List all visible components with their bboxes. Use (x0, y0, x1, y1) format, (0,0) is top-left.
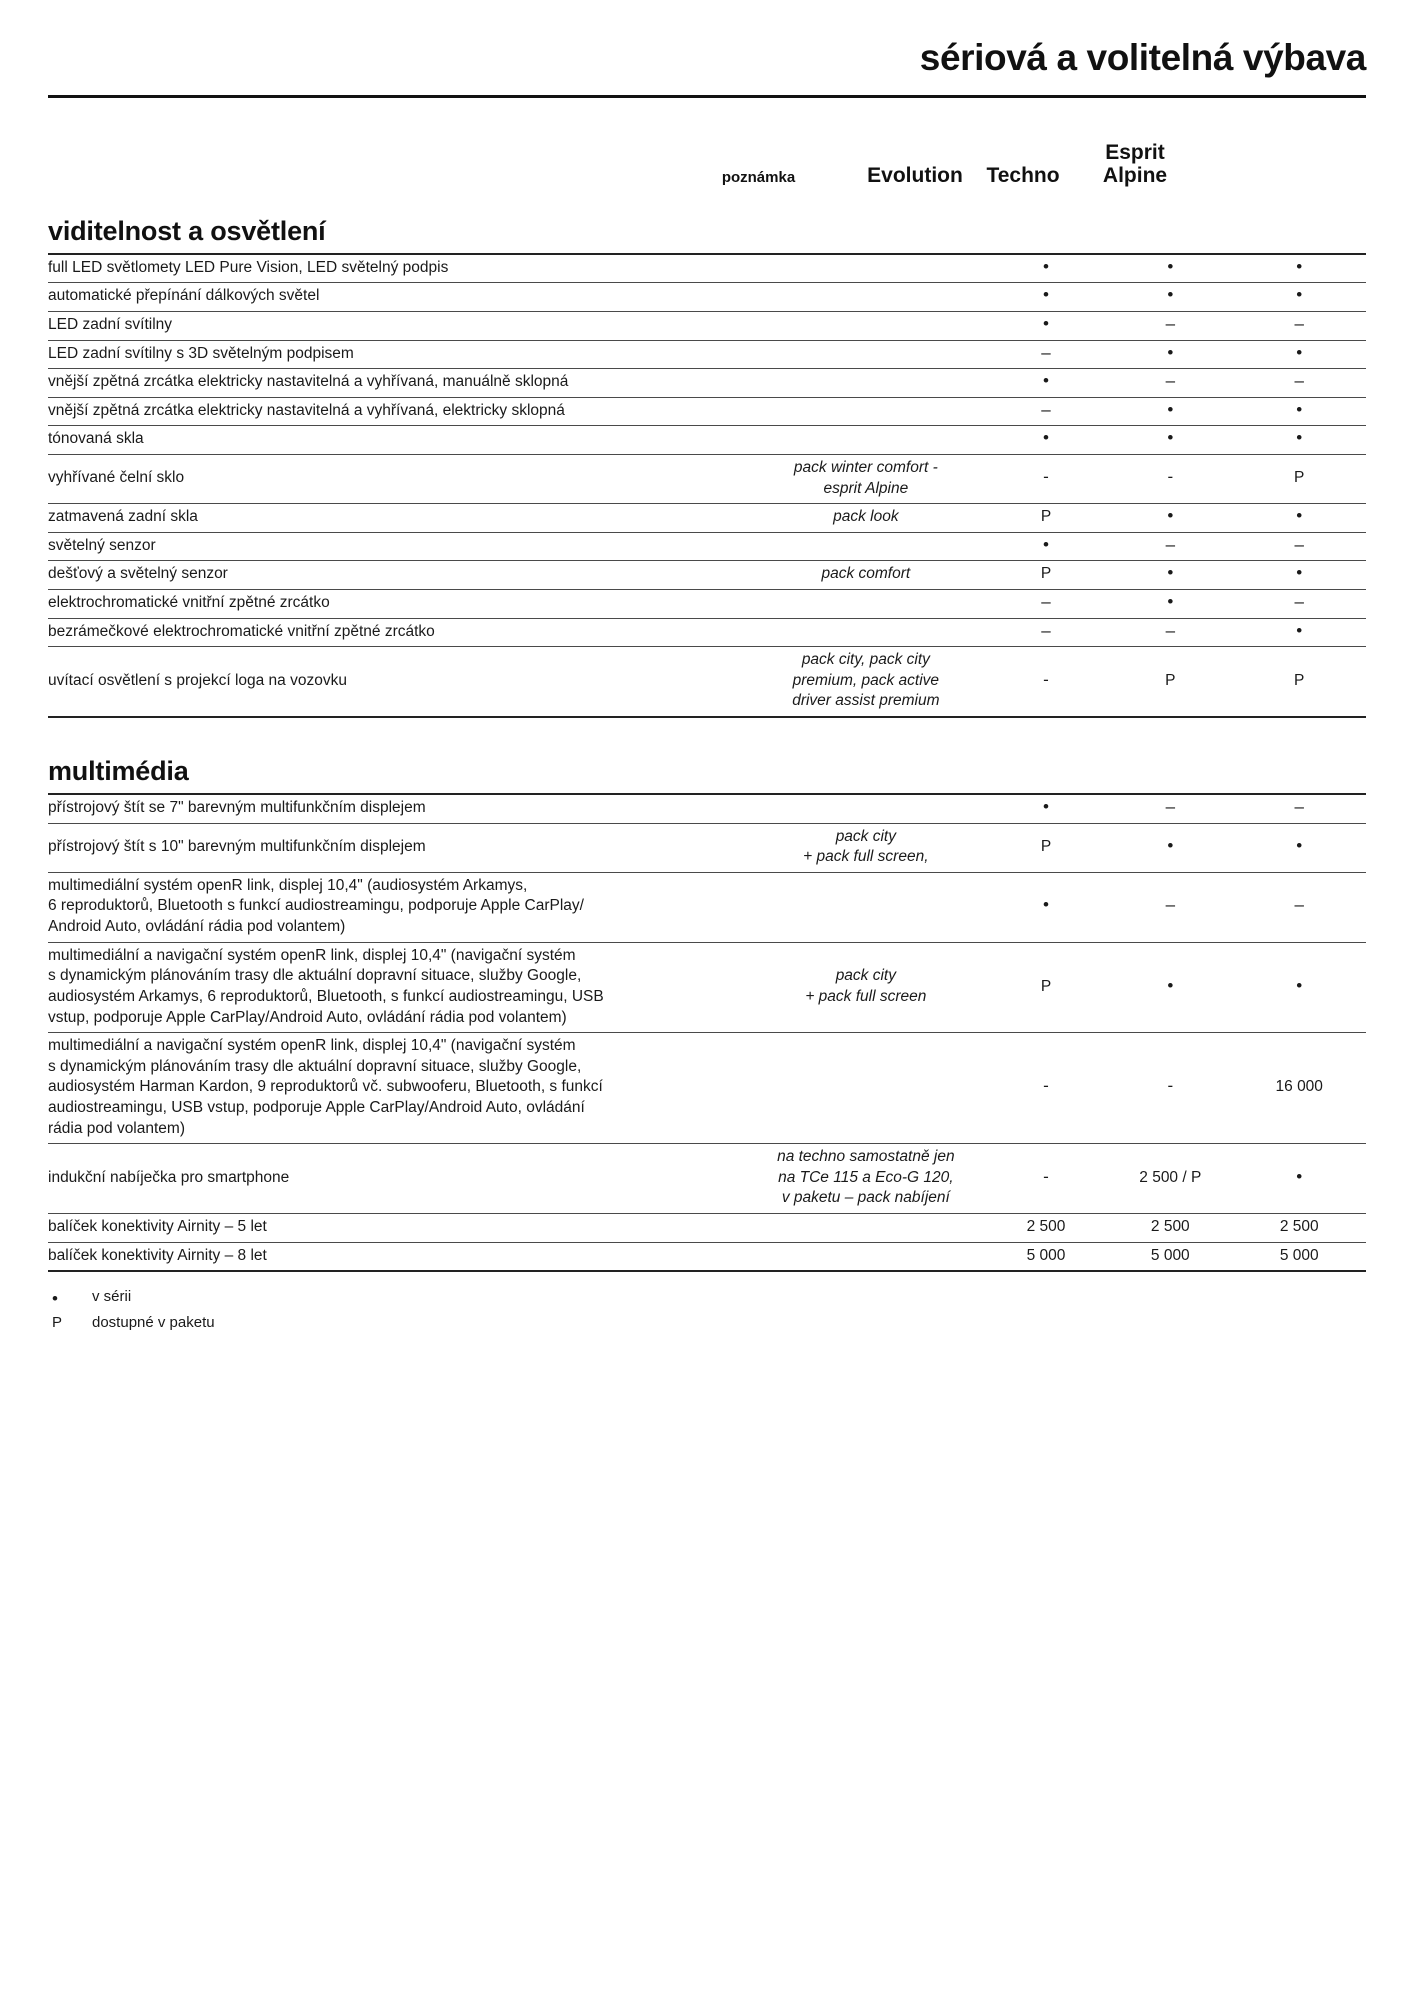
value-evolution (984, 397, 1108, 426)
feature-label: multimediální systém openR link, displej 10,4" (audiosystém Arkamys, 6 reproduktorů, Bluetooth s funkcí audiostreamingu, podporuje Apple CarPlay/ Android Auto, ovládání rádia pod volantem) (48, 876, 584, 936)
column-header-evolution: Evolution (867, 164, 963, 188)
value-text: • (1043, 285, 1049, 305)
value-evolution (984, 618, 1108, 647)
legend-text: v sérii (92, 1288, 132, 1306)
value-text: 2 500 (1150, 1218, 1190, 1236)
value-esprit-alpine (1232, 794, 1366, 823)
feature-label: LED zadní svítilny (48, 315, 173, 333)
value-text: 5 000 (1150, 1246, 1190, 1264)
value-text: - (1167, 1076, 1174, 1096)
value-text: • (1296, 563, 1303, 583)
spec-table (48, 253, 1366, 718)
value-esprit-alpine (1232, 311, 1366, 340)
feature-label: vnější zpětná zrcátka elektricky nastavitelná a vyhřívaná, manuálně sklopná (48, 373, 569, 391)
value-text: – (1041, 342, 1051, 362)
legend-symbol: P (52, 1313, 63, 1331)
value-esprit-alpine (1232, 1214, 1366, 1243)
feature-note (748, 1242, 984, 1271)
value-evolution (984, 1144, 1108, 1214)
value-esprit-alpine (1232, 872, 1366, 942)
feature-note (748, 590, 984, 619)
table-row (48, 340, 1366, 369)
table-row (48, 872, 1366, 942)
title-divider (48, 95, 1366, 98)
legend (48, 1286, 1366, 1334)
value-evolution (984, 254, 1108, 283)
value-text: - (1043, 669, 1049, 689)
table-row (48, 311, 1366, 340)
table-row (48, 561, 1366, 590)
value-text: – (1165, 371, 1176, 391)
column-header-techno: Techno (986, 164, 1060, 188)
value-evolution (984, 532, 1108, 561)
value-esprit-alpine (1232, 1033, 1366, 1144)
value-text: – (1294, 313, 1304, 333)
value-text: • (1043, 371, 1049, 391)
value-text: 5 000 (1279, 1246, 1319, 1264)
value-techno (1108, 1242, 1232, 1271)
value-evolution (984, 942, 1108, 1032)
value-techno (1108, 1033, 1232, 1144)
value-text: – (1041, 592, 1051, 611)
value-evolution (984, 647, 1108, 717)
value-text: 5 000 (1026, 1246, 1066, 1264)
feature-note (748, 872, 984, 942)
legend-item (48, 1312, 1366, 1335)
feature-label: balíček konektivity Airnity – 5 let (48, 1218, 267, 1236)
value-text: • (1296, 428, 1303, 448)
value-esprit-alpine (1232, 1144, 1366, 1214)
feature-label: vnější zpětná zrcátka elektricky nastavitelná a vyhřívaná, elektricky sklopná (48, 401, 565, 419)
value-text: P (1165, 671, 1176, 689)
value-text: – (1165, 620, 1176, 640)
value-techno (1108, 426, 1232, 455)
value-esprit-alpine (1232, 454, 1366, 503)
value-esprit-alpine (1232, 254, 1366, 283)
value-text: 2 500 (1026, 1218, 1066, 1236)
feature-note (748, 1214, 984, 1243)
value-evolution (984, 794, 1108, 823)
table-row (48, 794, 1366, 823)
value-text: P (1294, 469, 1305, 487)
feature-note: pack city, pack city premium, pack active driver assist premium (792, 651, 940, 710)
table-row (48, 618, 1366, 647)
value-text: – (1165, 534, 1176, 554)
table-row (48, 369, 1366, 398)
feature-label: full LED světlomety LED Pure Vision, LED světelný podpis (48, 258, 449, 276)
feature-label: automatické přepínání dálkových světel (48, 287, 320, 305)
sections-container (48, 216, 1366, 1273)
value-techno (1108, 1144, 1232, 1214)
value-text: – (1041, 399, 1051, 419)
value-text: • (1296, 399, 1303, 419)
table-row (48, 532, 1366, 561)
value-evolution (984, 823, 1108, 872)
table-row (48, 590, 1366, 619)
value-esprit-alpine (1232, 504, 1366, 533)
column-header-note: poznámka (721, 168, 796, 186)
value-techno (1108, 794, 1232, 823)
value-text: • (1167, 975, 1174, 995)
value-text: – (1294, 534, 1304, 554)
value-esprit-alpine (1232, 397, 1366, 426)
legend-symbol: • (52, 1289, 58, 1309)
feature-label: světelný senzor (48, 536, 156, 554)
feature-note: pack winter comfort - esprit Alpine (793, 458, 938, 497)
value-text: P (1040, 977, 1052, 995)
value-techno (1108, 454, 1232, 503)
value-evolution (984, 340, 1108, 369)
feature-note: pack look (833, 508, 899, 526)
feature-note (748, 794, 984, 823)
value-text: • (1167, 563, 1174, 583)
value-esprit-alpine (1232, 618, 1366, 647)
value-text: – (1165, 797, 1176, 817)
feature-label: zatmavená zadní skla (48, 508, 198, 526)
feature-label: balíček konektivity Airnity – 8 let (48, 1246, 267, 1264)
table-row (48, 426, 1366, 455)
value-techno (1108, 254, 1232, 283)
table-row (48, 823, 1366, 872)
value-evolution (984, 369, 1108, 398)
table-row (48, 504, 1366, 533)
feature-label: přístrojový štít se 7" barevným multifunkčním displejem (48, 799, 426, 817)
legend-text: dostupné v paketu (92, 1313, 215, 1331)
section-title: viditelnost a osvětlení (48, 215, 326, 246)
value-text: • (1167, 592, 1174, 611)
value-text: • (1167, 428, 1174, 448)
value-text: • (1296, 1166, 1303, 1186)
feature-note: na techno samostatně jen na TCe 115 a Eco-G 120, v paketu – pack nabíjení (777, 1148, 955, 1207)
value-text: - (1167, 467, 1174, 487)
value-evolution (984, 426, 1108, 455)
value-text: • (1167, 256, 1174, 276)
table-row (48, 454, 1366, 503)
table-row (48, 647, 1366, 717)
feature-label: dešťový a světelný senzor (48, 565, 228, 583)
value-text: • (1167, 399, 1174, 419)
table-row (48, 254, 1366, 283)
value-text: • (1043, 256, 1049, 276)
value-esprit-alpine (1232, 823, 1366, 872)
value-evolution (984, 1033, 1108, 1144)
value-text: - (1043, 467, 1049, 487)
value-evolution (984, 311, 1108, 340)
value-techno (1108, 872, 1232, 942)
spec-table (48, 793, 1366, 1272)
feature-label: indukční nabíječka pro smartphone (48, 1168, 290, 1186)
feature-note (748, 311, 984, 340)
page-title: sériová a volitelná výbava (919, 37, 1366, 78)
value-text: • (1296, 835, 1303, 855)
feature-label: elektrochromatické vnitřní zpětné zrcátko (48, 594, 330, 611)
value-text: 16 000 (1275, 1078, 1323, 1096)
value-techno (1108, 369, 1232, 398)
legend-item (48, 1286, 1366, 1312)
feature-note (748, 254, 984, 283)
feature-note (748, 283, 984, 312)
value-text: • (1296, 342, 1303, 362)
value-text: • (1043, 428, 1049, 448)
value-text: – (1165, 313, 1176, 333)
value-text: P (1040, 565, 1052, 583)
table-row (48, 942, 1366, 1032)
feature-note (748, 369, 984, 398)
value-text: • (1296, 506, 1303, 526)
value-text: • (1167, 285, 1174, 305)
feature-label: uvítací osvětlení s projekcí loga na vozovku (48, 671, 347, 689)
feature-note (748, 397, 984, 426)
feature-label: přístrojový štít s 10" barevným multifunkčním displejem (48, 837, 426, 855)
value-esprit-alpine (1232, 532, 1366, 561)
value-text: • (1167, 506, 1174, 526)
section-title: multimédia (48, 756, 189, 787)
value-text: • (1296, 256, 1303, 276)
value-text: – (1041, 620, 1051, 640)
table-row (48, 283, 1366, 312)
value-evolution (984, 1214, 1108, 1243)
value-text: – (1165, 895, 1176, 915)
value-text: – (1294, 592, 1304, 611)
value-text: – (1294, 895, 1304, 915)
value-techno (1108, 561, 1232, 590)
table-row (48, 1214, 1366, 1243)
feature-label: multimediální a navigační systém openR link, displej 10,4" (navigační systém s dynamickým plánováním trasy dle aktuální dopravní situace, služby Google, audiosystém Arkamys, 6 reproduktorů, Bluetooth, s funkcí audiostreamingu, USB vstup, podporuje Apple CarPlay/Android Auto, ovládání rádia pod volantem) (48, 946, 604, 1026)
value-evolution (984, 283, 1108, 312)
column-header-esprit-alpine (1077, 141, 1193, 190)
value-esprit-alpine (1232, 590, 1366, 619)
feature-note (748, 426, 984, 455)
value-techno (1108, 942, 1232, 1032)
value-text: • (1167, 835, 1174, 855)
value-techno (1108, 532, 1232, 561)
feature-note (748, 1033, 984, 1144)
value-esprit-alpine (1232, 426, 1366, 455)
value-esprit-alpine (1232, 283, 1366, 312)
column-header-esprit-alpine-line2: Alpine (1102, 164, 1168, 188)
value-text: • (1296, 285, 1303, 305)
feature-note: pack comfort (821, 565, 911, 583)
value-text: • (1043, 797, 1049, 817)
value-text: P (1294, 671, 1305, 689)
value-techno (1108, 590, 1232, 619)
value-evolution (984, 1242, 1108, 1271)
table-column-header (48, 112, 1366, 190)
value-techno (1108, 283, 1232, 312)
feature-note (748, 532, 984, 561)
feature-note (748, 618, 984, 647)
value-evolution (984, 590, 1108, 619)
value-evolution (984, 504, 1108, 533)
value-evolution (984, 872, 1108, 942)
feature-label: bezrámečkové elektrochromatické vnitřní zpětné zrcátko (48, 622, 435, 640)
value-text: – (1294, 797, 1304, 817)
value-esprit-alpine (1232, 1242, 1366, 1271)
value-text: 2 500 / P (1139, 1168, 1202, 1186)
value-text: • (1043, 534, 1049, 554)
table-row (48, 1242, 1366, 1271)
feature-note: pack city + pack full screen (805, 967, 927, 1005)
value-techno (1108, 1214, 1232, 1243)
value-esprit-alpine (1232, 369, 1366, 398)
table-row (48, 1033, 1366, 1144)
value-text: • (1296, 620, 1303, 640)
table-row (48, 397, 1366, 426)
value-text: - (1043, 1076, 1049, 1096)
value-text: - (1043, 1166, 1049, 1186)
feature-note (748, 340, 984, 369)
feature-label: vyhřívané čelní sklo (48, 469, 185, 487)
value-techno (1108, 504, 1232, 533)
value-evolution (984, 454, 1108, 503)
value-text: • (1043, 313, 1049, 333)
value-techno (1108, 397, 1232, 426)
value-techno (1108, 823, 1232, 872)
feature-note: pack city + pack full screen, (803, 827, 929, 866)
value-esprit-alpine (1232, 340, 1366, 369)
feature-label: LED zadní svítilny s 3D světelným podpisem (48, 344, 354, 362)
value-esprit-alpine (1232, 561, 1366, 590)
value-text: P (1040, 837, 1052, 855)
value-text: • (1167, 342, 1174, 362)
value-techno (1108, 647, 1232, 717)
value-evolution (984, 561, 1108, 590)
value-techno (1108, 311, 1232, 340)
value-text: • (1043, 895, 1049, 915)
table-row (48, 1144, 1366, 1214)
value-esprit-alpine (1232, 647, 1366, 717)
column-header-esprit-alpine-line1: Esprit (1105, 140, 1165, 164)
value-text: 2 500 (1279, 1218, 1319, 1236)
feature-label: multimediální a navigační systém openR link, displej 10,4" (navigační systém s dynamickým plánováním trasy dle aktuální dopravní situace, služby Google, audiosystém Harman Kardon, 9 reproduktorů vč. subwooferu, Bluetooth, s funkcí audiostreamingu, USB vstup, podporuje Apple CarPlay/Android Auto, ovládání rádia pod volantem) (48, 1037, 603, 1137)
feature-label: tónovaná skla (48, 430, 144, 448)
value-text: P (1040, 508, 1052, 526)
value-techno (1108, 340, 1232, 369)
value-text: – (1294, 371, 1304, 391)
value-techno (1108, 618, 1232, 647)
value-text: • (1296, 975, 1303, 995)
value-esprit-alpine (1232, 942, 1366, 1032)
